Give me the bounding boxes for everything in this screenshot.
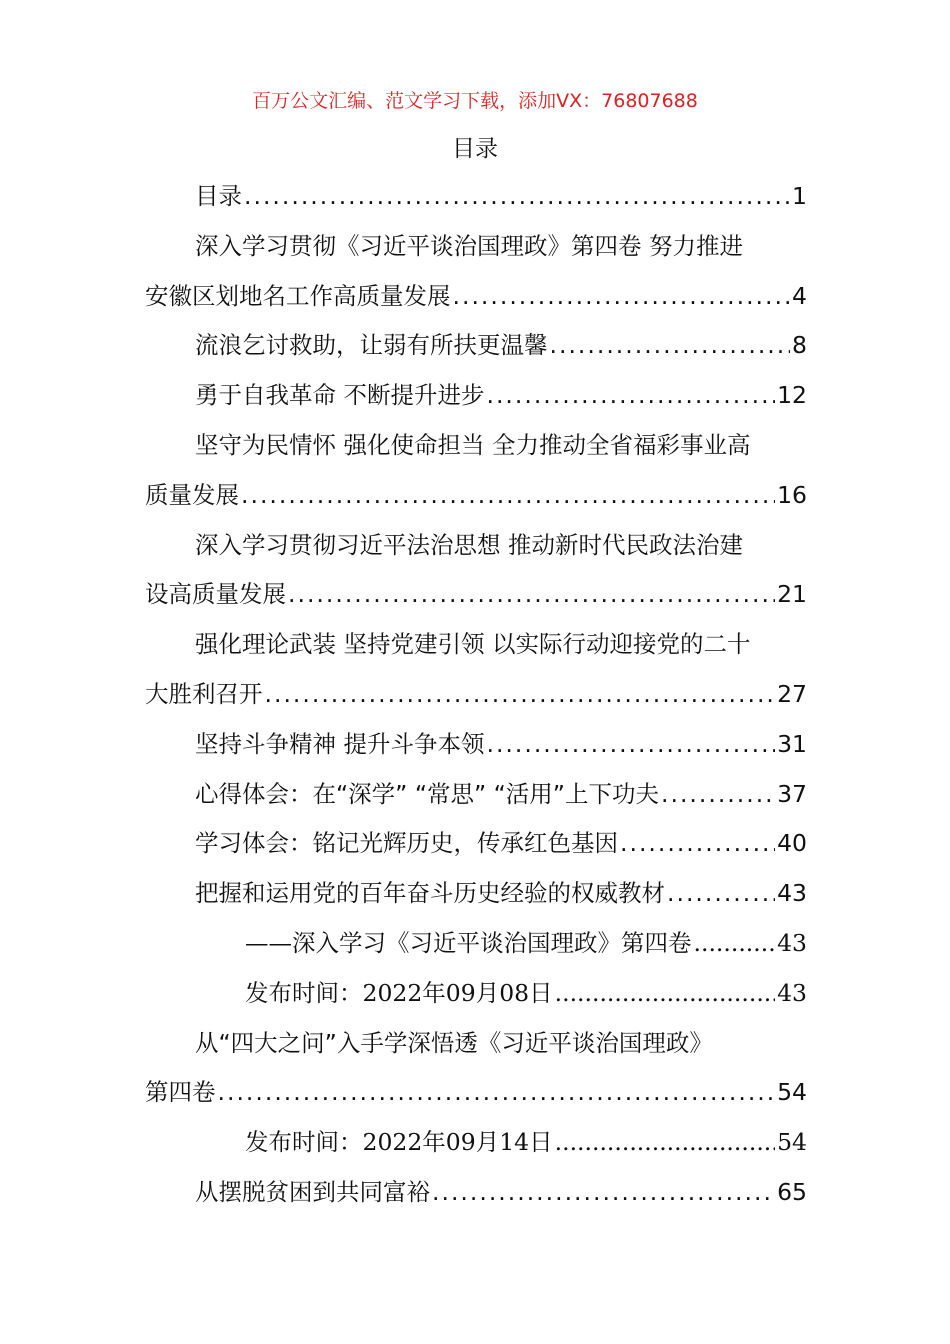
toc-entry[interactable] <box>145 421 807 471</box>
toc-entry-title: 流浪乞讨救助，让弱有所扶更温馨 <box>195 331 548 360</box>
toc-entry-page: 27 <box>777 679 807 708</box>
toc-entry-page: 43 <box>777 879 807 908</box>
toc-entry-title: 第四卷 <box>145 1078 216 1107</box>
toc-entry-title: 把握和运用党的百年奋斗历史经验的权威教材 <box>195 879 665 908</box>
dot-leader <box>486 720 775 770</box>
toc-entry-title: 发布时间：2022年09月14日 <box>245 1128 553 1157</box>
toc-entry-page: 16 <box>777 480 807 509</box>
toc-entry-title: ——深入学习《习近平谈治国理政》第四卷 <box>245 928 692 957</box>
toc-entry-title: 勇于自我革命 不断提升进步 <box>195 381 485 410</box>
dot-leader <box>555 1118 775 1168</box>
toc-entry-page: 43 <box>777 978 807 1007</box>
toc-entry-page: 31 <box>777 729 807 758</box>
toc-entry[interactable] <box>145 720 807 770</box>
toc-subentry[interactable] <box>145 919 807 969</box>
toc-entry-page: 1 <box>792 182 807 210</box>
toc-entry-page: 37 <box>777 779 807 808</box>
toc-entry-title: 心得体会：在“深学” “常思” “活用”上下功夫 <box>195 779 659 808</box>
toc-entry[interactable] <box>145 770 807 820</box>
toc-entry-title: 从摆脱贫困到共同富裕 <box>195 1177 430 1206</box>
toc-entry-page: 21 <box>777 580 807 609</box>
toc-subentry[interactable] <box>145 1118 807 1168</box>
dot-leader <box>486 371 775 421</box>
toc-entry[interactable] <box>145 869 807 919</box>
toc-entry-title: 质量发展 <box>145 480 239 509</box>
toc-entry[interactable] <box>145 1168 807 1218</box>
toc-entry-title: 设高质量发展 <box>145 580 286 609</box>
dot-leader <box>550 321 791 371</box>
dot-leader <box>620 819 775 869</box>
dot-leader <box>218 1068 776 1118</box>
toc-entry[interactable] <box>145 1019 807 1069</box>
dot-leader <box>694 919 776 969</box>
toc-entry-title: 强化理论武装 坚持党建引领 以实际行动迎接党的二十 <box>195 630 751 659</box>
toc-entry-page: 43 <box>777 928 807 957</box>
toc-entry[interactable] <box>145 521 807 571</box>
toc-entry-continuation[interactable] <box>145 1068 807 1118</box>
toc-title: 目录 <box>452 136 498 162</box>
toc-entry-title: 安徽区划地名工作高质量发展 <box>145 281 451 310</box>
toc-entry-page: 4 <box>792 281 807 310</box>
toc-entry-title: 目录 <box>195 182 242 210</box>
dot-leader <box>661 770 775 820</box>
toc-entry-continuation[interactable] <box>145 272 807 322</box>
header-note: 百万公文汇编、范文学习下载，添加VX：76807688 <box>252 90 698 112</box>
toc-entry-page: 65 <box>777 1177 807 1206</box>
dot-leader <box>241 471 775 521</box>
dot-leader <box>288 570 775 620</box>
dot-leader <box>265 670 776 720</box>
toc-entry[interactable] <box>145 819 807 869</box>
toc-entry-page: 54 <box>777 1078 807 1107</box>
dot-leader <box>555 969 775 1019</box>
toc-entry[interactable] <box>145 620 807 670</box>
toc-entry-continuation[interactable] <box>145 471 807 521</box>
table-of-contents <box>145 172 807 1218</box>
toc-entry-title: 深入学习贯彻习近平法治思想 推动新时代民政法治建 <box>195 530 743 559</box>
toc-entry-title: 大胜利召开 <box>145 679 263 708</box>
toc-entry-title: 从“四大之问”入手学深悟透《习近平谈治国理政》 <box>195 1028 713 1057</box>
toc-entry-title: 坚守为民情怀 强化使命担当 全力推动全省福彩事业高 <box>195 430 751 459</box>
toc-entry-continuation[interactable] <box>145 670 807 720</box>
toc-entry-page: 8 <box>792 331 807 360</box>
toc-subentry[interactable] <box>145 969 807 1019</box>
toc-entry[interactable] <box>145 172 807 222</box>
toc-entry-title: 坚持斗争精神 提升斗争本领 <box>195 729 485 758</box>
dot-leader <box>432 1168 775 1218</box>
toc-entry-title: 学习体会：铭记光辉历史，传承红色基因 <box>195 829 618 858</box>
dot-leader <box>244 172 790 222</box>
toc-entry-page: 40 <box>777 829 807 858</box>
dot-leader <box>453 272 791 322</box>
toc-entry-continuation[interactable] <box>145 570 807 620</box>
toc-entry-page: 12 <box>777 381 807 410</box>
toc-entry[interactable] <box>145 371 807 421</box>
toc-entry-title: 深入学习贯彻《习近平谈治国理政》第四卷 努力推进 <box>195 231 743 260</box>
toc-entry[interactable] <box>145 222 807 272</box>
toc-entry-title: 发布时间：2022年09月08日 <box>245 978 553 1007</box>
dot-leader <box>667 869 775 919</box>
toc-entry[interactable] <box>145 321 807 371</box>
toc-entry-page: 54 <box>777 1128 807 1157</box>
